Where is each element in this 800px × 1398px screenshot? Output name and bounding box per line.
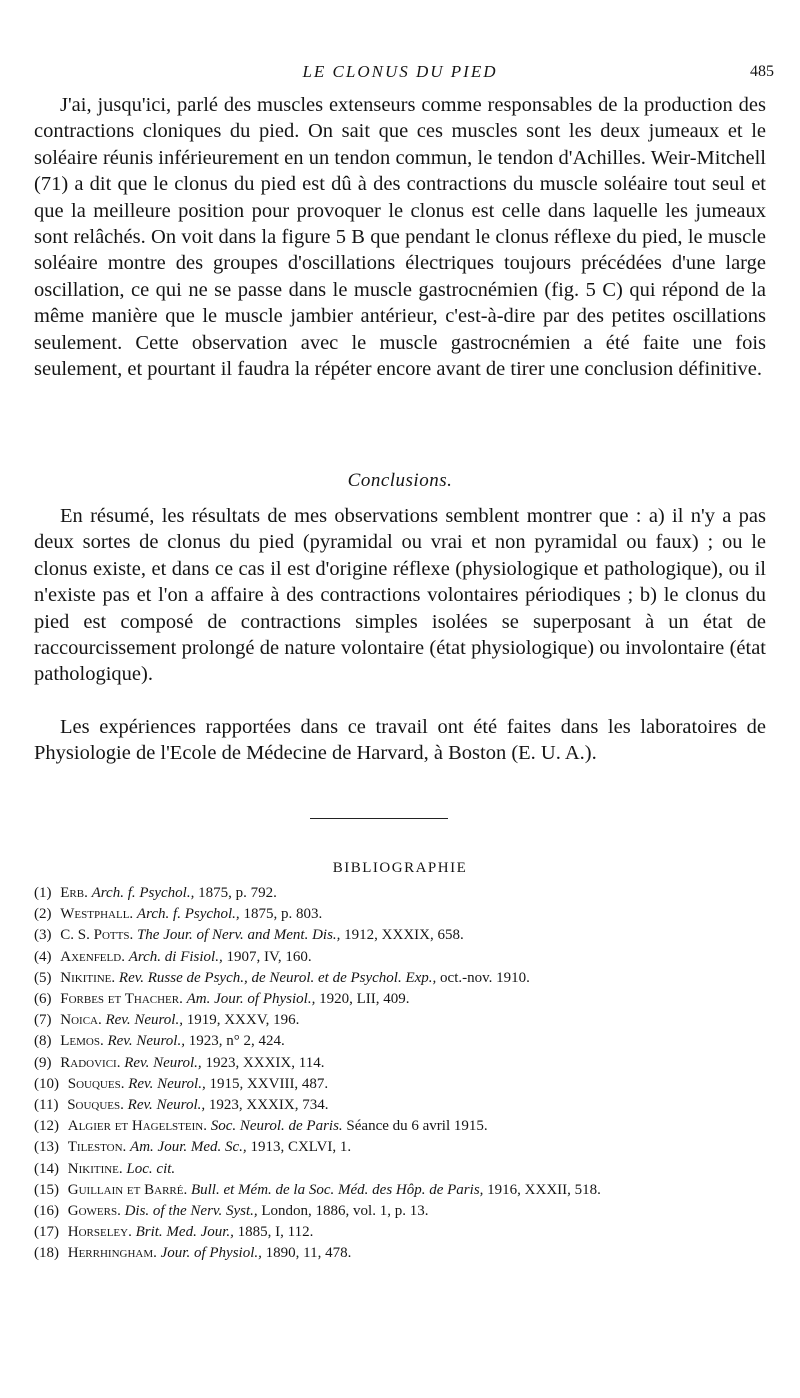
reference-details: 1885, I, 112. (237, 1224, 314, 1241)
reference-author: Nikitine. (60, 969, 116, 986)
reference-details: 1923, XXXIX, 734. (208, 1097, 329, 1114)
reference-number: (8) (34, 1033, 52, 1050)
reference-author: Noica. (60, 1012, 102, 1029)
reference-author: Radovici. (60, 1054, 121, 1071)
bibliography-title: BIBLIOGRAPHIE (332, 860, 468, 876)
reference-details: 1923, n° 2, 424. (188, 1033, 285, 1050)
reference-details: oct.-nov. 1910. (440, 969, 530, 986)
body-paragraph-muscles: J'ai, jusqu'ici, parlé des muscles extenseurs comme responsables de la production des contractions cloniques du pied. On sait que ces muscles sont les deux jumeaux et le soléaire réunis inférieurement en un tendon commun, le tendon d'Achilles. Weir-Mitchell (71) a dit que le clonus du pied est dû à des contractions du muscle soléaire tout seul et que la meilleure position pour provoquer le clonus est celle dans laquelle les jumeaux sont relâchés. On voit dans la figure 5 B que pendant le clonus réflexe du pied, le muscle soléaire montre des groupes d'oscillations électriques toujours précédées d'une large oscillation, ce qui ne se passe dans le muscle gastrocnémien (fig. 5 C) qui répond de la même manière que le muscle jambier antérieur, c'est-à-dire par des petites oscillations seulement. Cette observation avec le muscle gastrocnémien a été faite une fois seulement, et pourtant il faudra la répéter encore avant de tirer une conclusion définitive. (34, 94, 766, 381)
reference-number: (18) (34, 1245, 59, 1262)
reference-author: C. S. Potts. (60, 927, 134, 944)
reference-details: Séance du 6 avril 1915. (346, 1118, 488, 1135)
bibliography-entry (34, 947, 766, 968)
reference-number: (16) (34, 1203, 59, 1220)
reference-details: London, 1886, vol. 1, p. 13. (261, 1203, 429, 1220)
reference-author: Souques. (67, 1097, 124, 1114)
reference-journal: Arch. di Fisiol., (128, 948, 223, 965)
reference-journal: Am. Jour. of Physiol., (186, 991, 316, 1008)
reference-details: 1912, XXXIX, 658. (344, 927, 464, 944)
reference-details: 1919, XXXV, 196. (186, 1012, 300, 1029)
bibliography-entry (34, 1010, 766, 1031)
reference-author: Souques. (67, 1075, 125, 1092)
bibliography-entry (34, 1222, 766, 1243)
reference-number: (4) (34, 948, 52, 965)
reference-author: Lemos. (60, 1033, 104, 1050)
bibliography-entry (34, 1053, 766, 1074)
reference-journal: Rev. Russe de Psych., de Neurol. et de Psychol. Exp., (118, 969, 437, 986)
reference-journal: Rev. Neurol., (124, 1054, 202, 1071)
bibliography-entry (34, 1137, 766, 1158)
reference-author: Forbes et Thacher. (60, 991, 183, 1008)
bibliography-entry (34, 1159, 766, 1180)
reference-number: (9) (34, 1054, 52, 1071)
reference-journal: Arch. f. Psychol., (91, 885, 195, 901)
running-head-title: LE CLONUS DU PIED (302, 62, 498, 81)
reference-journal: Jour. of Physiol., (160, 1245, 262, 1262)
reference-number: (13) (34, 1139, 59, 1156)
reference-details: 1923, XXXIX, 114. (205, 1054, 325, 1071)
bibliography-entry (34, 1031, 766, 1052)
reference-journal: Rev. Neurol., (107, 1033, 185, 1050)
reference-number: (14) (34, 1160, 59, 1177)
reference-number: (5) (34, 969, 52, 986)
reference-number: (11) (34, 1097, 59, 1114)
bibliography-entry (34, 968, 766, 989)
reference-journal: Rev. Neurol., (127, 1097, 206, 1114)
reference-details: 1875, p. 792. (198, 885, 277, 901)
reference-author: Algier et Hagelstein. (67, 1118, 207, 1135)
body-paragraph-laboratories: Les expériences rapportées dans ce travail ont été faites dans les laboratoires de Physiologie de l'Ecole de Médecine de Harvard, à Boston (E. U. A.). (34, 716, 766, 765)
reference-number: (6) (34, 991, 52, 1008)
page-number: 485 (750, 63, 774, 80)
reference-author: Axenfeld. (60, 948, 125, 965)
reference-journal: Loc. cit. (126, 1160, 176, 1177)
reference-author: Horseley. (67, 1224, 132, 1241)
reference-author: Gowers. (67, 1203, 121, 1220)
reference-journal: Soc. Neurol. de Paris. (210, 1118, 343, 1135)
reference-author: Tileston. (67, 1139, 127, 1156)
reference-number: (2) (34, 906, 52, 923)
reference-author: Herrhingham. (67, 1245, 157, 1262)
reference-number: (12) (34, 1118, 59, 1135)
reference-number: (1) (34, 885, 52, 901)
bibliography-entry (34, 925, 766, 946)
reference-details: 1890, 11, 478. (265, 1245, 352, 1262)
section-divider (310, 818, 448, 819)
reference-details: 1913, CXLVI, 1. (250, 1139, 352, 1156)
reference-journal: Am. Jour. Med. Sc., (130, 1139, 247, 1156)
reference-journal: The Jour. of Nerv. and Ment. Dis., (136, 927, 341, 944)
section-title-conclusions: Conclusions. (347, 470, 453, 491)
bibliography-entry (34, 1074, 766, 1095)
bibliography-entry (34, 1095, 766, 1116)
reference-author: Erb. (60, 885, 88, 901)
reference-journal: Rev. Neurol., (105, 1012, 183, 1029)
reference-journal: Arch. f. Psychol., (136, 906, 240, 923)
reference-author: Westphall. (60, 906, 134, 923)
bibliography-entry (34, 1243, 766, 1264)
running-head (0, 60, 800, 86)
reference-details: 1920, LII, 409. (319, 991, 410, 1008)
bibliography-entry (34, 904, 766, 925)
bibliography-entry (34, 989, 766, 1010)
bibliography-entry (34, 1180, 766, 1201)
reference-journal: Rev. Neurol., (128, 1075, 206, 1092)
reference-details: 1875, p. 803. (243, 906, 323, 923)
reference-number: (10) (34, 1075, 59, 1092)
reference-author: Nikitine. (67, 1160, 123, 1177)
reference-number: (3) (34, 927, 52, 944)
body-paragraph-summary: En résumé, les résultats de mes observations semblent montrer que : a) il n'y a pas deux sortes de clonus du pied (pyramidal ou vrai et non pyramidal ou faux) ; ou le clonus existe, et dans ce cas il est d'origine réflexe (physiologique et pathologique), ou il n'existe pas et l'on a affaire à des contractions volontaires périodiques ; b) le clonus du pied est composé de contractions simples isolées se superposant à un état de raccourcissement prolongé de nature volontaire (état physiologique) ou involontaire (état pathologique). (34, 505, 766, 686)
reference-journal: Brit. Med. Jour., (135, 1224, 234, 1241)
reference-author: Guillain et Barré. (67, 1181, 188, 1198)
reference-journal: Bull. et Mém. de la Soc. Méd. des Hôp. de Paris, (190, 1181, 484, 1198)
reference-number: (17) (34, 1224, 59, 1241)
reference-journal: Dis. of the Nerv. Syst., (124, 1203, 258, 1220)
reference-details: 1907, IV, 160. (226, 948, 312, 965)
bibliography-entry (34, 1201, 766, 1222)
bibliography-entry (34, 1116, 766, 1137)
bibliography-list (34, 883, 766, 1265)
reference-details: 1915, XXVIII, 487. (209, 1075, 329, 1092)
reference-number: (7) (34, 1012, 52, 1029)
bibliography-entry (34, 883, 766, 904)
reference-details: 1916, XXXII, 518. (487, 1181, 601, 1198)
reference-number: (15) (34, 1181, 59, 1198)
